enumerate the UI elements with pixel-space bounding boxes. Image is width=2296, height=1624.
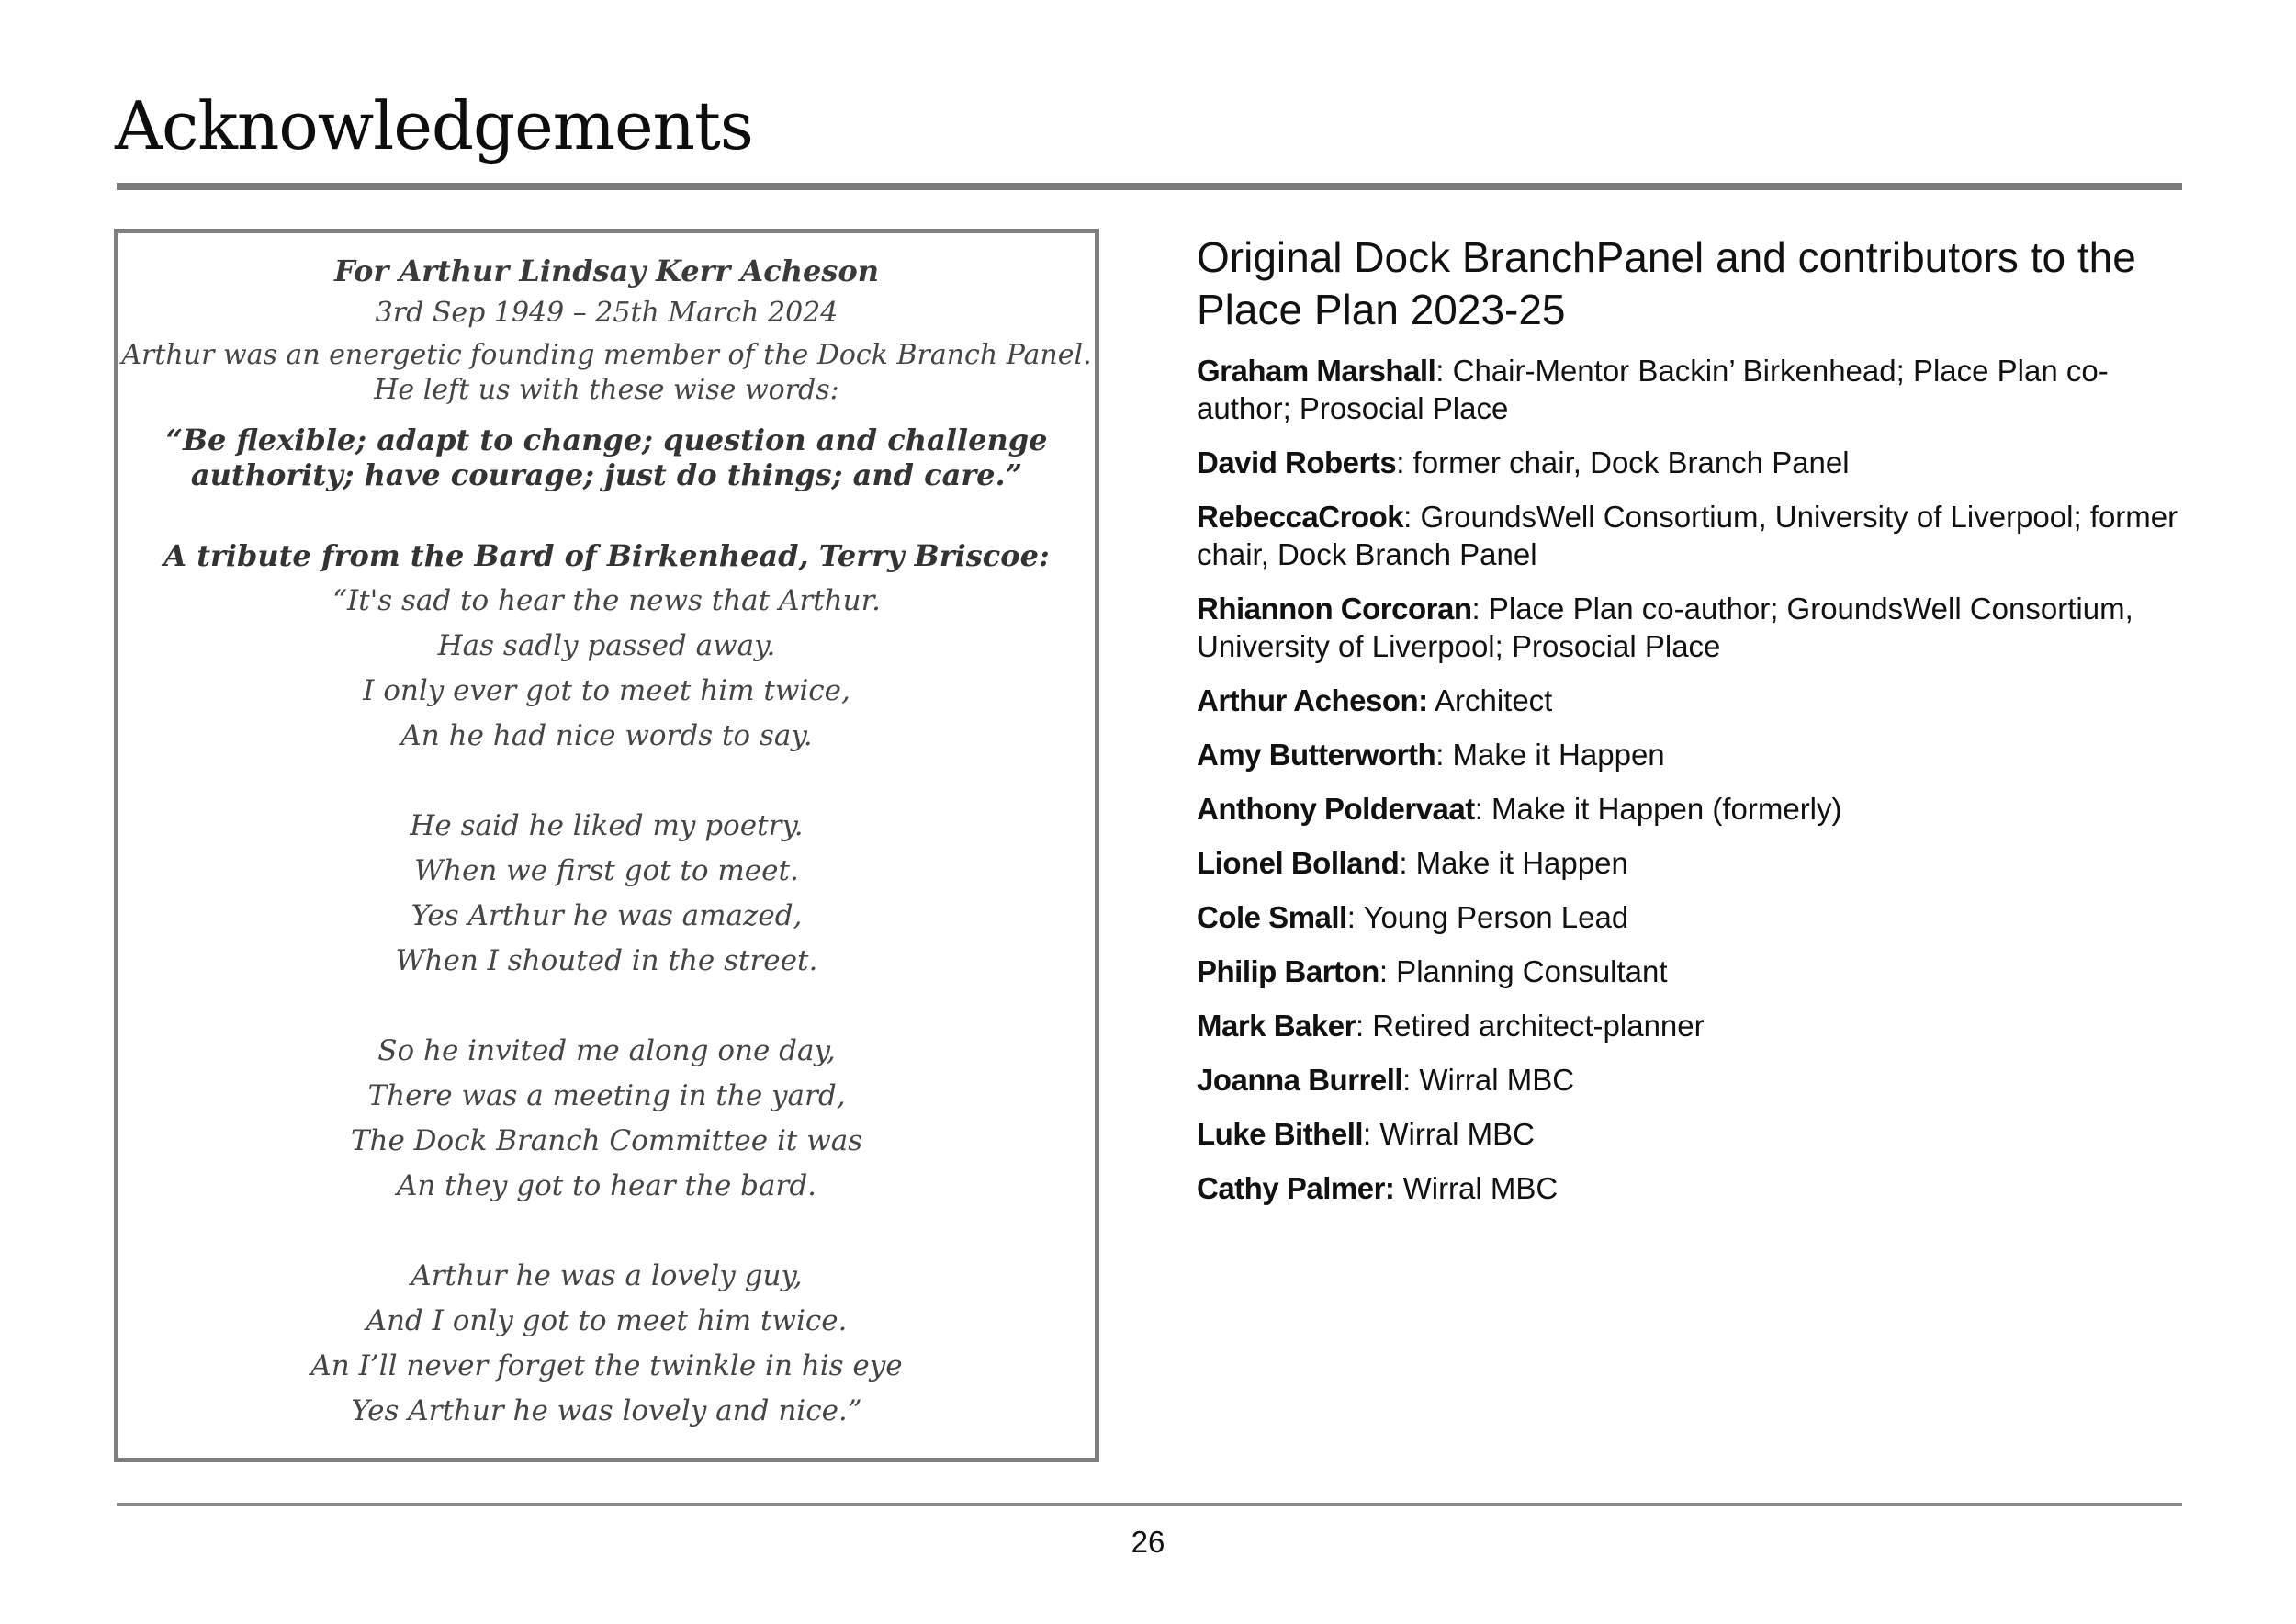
contributor-item (1197, 898, 2198, 936)
contributor-name: Philip Barton (1197, 954, 1379, 988)
contributor-item (1197, 736, 2198, 773)
tribute-name: For Arthur Lindsay Kerr Acheson (334, 254, 879, 288)
contributor-role: Architect (1427, 683, 1553, 717)
contributors-heading: Original Dock BranchPanel and contributors to the Place Plan 2023-25 (1197, 233, 2136, 333)
contributor-item (1197, 352, 2198, 427)
poem-line: Yes Arthur he was amazed, (411, 899, 803, 932)
contributor-item (1197, 844, 2198, 882)
contributor-item (1197, 444, 2198, 481)
contributor-role: : Young Person Lead (1346, 900, 1629, 934)
poem-stanza (118, 1029, 1095, 1209)
contributor-role: : former chair, Dock Branch Panel (1396, 445, 1850, 479)
poem-line: “It's sad to hear the news that Arthur. (332, 584, 881, 617)
contributor-role: : Make it Happen (1399, 846, 1628, 880)
contributor-role: : Wirral MBC (1363, 1117, 1536, 1151)
contributor-role: : Place Plan co-author; GroundsWell Consortium, University of Liverpool; Prosocial Place (1197, 592, 2133, 663)
contributor-item (1197, 1061, 2198, 1099)
poem-stanza (118, 804, 1095, 984)
poem-line: An he had nice words to say. (400, 719, 813, 752)
contributor-name: Lionel Bolland (1197, 846, 1400, 880)
contributor-name: Rhiannon Corcoran (1197, 592, 1472, 626)
tribute-intro-line: Arthur was an energetic founding member of the Dock Branch Panel. (121, 339, 1092, 371)
poem-line: When we first got to meet. (414, 854, 799, 887)
contributor-role: : Make it Happen (formerly) (1474, 792, 1842, 826)
contributor-item (1197, 590, 2198, 665)
contributor-role: : Wirral MBC (1402, 1063, 1575, 1097)
tribute-poem (118, 579, 1095, 1434)
tribute-dates: 3rd Sep 1949 – 25th March 2024 (375, 297, 838, 329)
contributor-item (1197, 1169, 2198, 1207)
contributor-item (1197, 953, 2198, 990)
contributor-item (1197, 790, 2198, 828)
poem-line: There was a meeting in the yard, (367, 1079, 846, 1112)
page-title: Acknowledgements (115, 87, 753, 164)
poem-stanza (118, 1254, 1095, 1434)
contributor-item (1197, 682, 2198, 719)
contributor-role: : GroundsWell Consortium, University of Liverpool; former chair, Dock Branch Panel (1197, 500, 2178, 571)
contributor-item (1197, 498, 2198, 573)
poem-line: When I shouted in the street. (395, 944, 818, 977)
contributor-name: RebeccaCrook (1197, 500, 1404, 534)
poem-line: He said he liked my poetry. (410, 809, 804, 842)
contributor-name: Cathy Palmer: (1197, 1171, 1395, 1205)
poem-line: An they got to hear the bard. (396, 1169, 817, 1202)
page-number: 26 (1131, 1525, 1165, 1559)
contributor-role: Wirral MBC (1394, 1171, 1559, 1205)
poem-line: The Dock Branch Committee it was (350, 1124, 863, 1157)
poem-line: Arthur he was a lovely guy, (411, 1259, 803, 1292)
poem-line: And I only got to meet him twice. (366, 1304, 848, 1337)
poem-line: I only ever got to meet him twice, (363, 674, 850, 707)
contributor-name: Arthur Acheson: (1197, 683, 1428, 717)
contributor-role: : Planning Consultant (1379, 954, 1668, 988)
contributor-item (1197, 1007, 2198, 1044)
poem-line: Yes Arthur he was lovely and nice.” (351, 1394, 862, 1427)
tribute-quote-line: “Be flexible; adapt to change; question and challenge (165, 423, 1048, 457)
contributor-role: : Chair-Mentor Backin’ Birkenhead; Place Plan co-author; Prosocial Place (1197, 354, 2109, 425)
poem-line: So he invited me along one day, (377, 1034, 836, 1067)
contributor-name: Luke Bithell (1197, 1117, 1364, 1151)
contributor-name: Graham Marshall (1197, 354, 1436, 388)
title-divider (117, 183, 2182, 190)
contributor-role: : Retired architect-planner (1355, 1009, 1705, 1043)
contributor-item (1197, 1115, 2198, 1153)
tribute-box (114, 229, 1099, 1462)
contributors-list (1197, 352, 2198, 1224)
contributor-name: Cole Small (1197, 900, 1347, 934)
poem-stanza (118, 579, 1095, 759)
contributor-name: Amy Butterworth (1197, 738, 1436, 772)
footer-divider (117, 1503, 2182, 1506)
contributor-name: Joanna Burrell (1197, 1063, 1403, 1097)
contributor-name: Mark Baker (1197, 1009, 1356, 1043)
contributor-name: Anthony Poldervaat (1197, 792, 1475, 826)
poem-line: Has sadly passed away. (437, 629, 776, 662)
tribute-intro-line: He left us with these wise words: (374, 374, 839, 406)
tribute-heading: A tribute from the Bard of Birkenhead, Terry Briscoe: (163, 538, 1050, 573)
tribute-quote-line: authority; have courage; just do things; and care.” (190, 457, 1023, 492)
contributor-name: David Roberts (1197, 445, 1397, 479)
poem-line: An I’ll never forget the twinkle in his eye (310, 1349, 903, 1382)
contributor-role: : Make it Happen (1435, 738, 1665, 772)
